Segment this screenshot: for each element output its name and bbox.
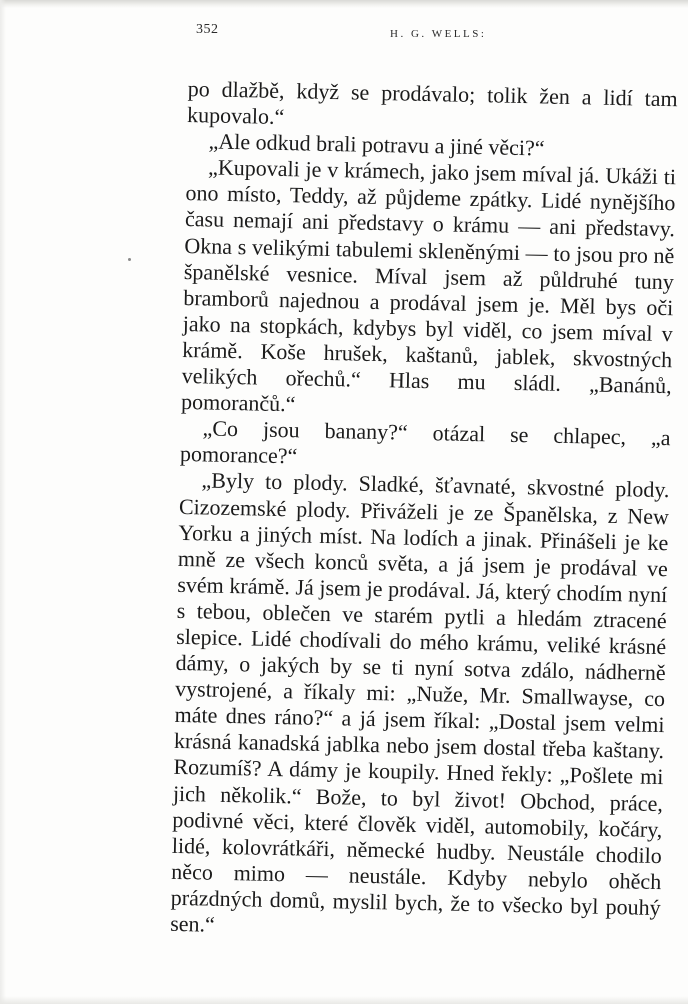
paragraph: „Ale odkud brali potravu a jiné věci?“ [208, 128, 545, 161]
paragraph: „Byly to plody. Sladké, šťavnaté, skvostné plody. Cizozemské plody. Přiváželi je ze Španělska, z New Yorku a jiných míst. Na lodích a jinak. Přinášeli je ke mně ze všech konců světa, a já jsem je prodával ve svém krámě. Já jsem je prodával. Já, který chodím nyní s tebou, oblečen ve starém pytli a hledám ztracené slepice. Lidé chodívali do mého krámu, veliké krásné dámy, o jakých by se ti nyní sotva zdálo, nádherně vystrojené, a říkaly mi: „Nuže, Mr. Smallwayse, co máte dnes ráno?“ a já jsem říkal: „Dostal jsem velmi krásná kanadská jablka nebo jsem dostal třeba kaštany. Rozumíš? A dámy je koupily. Hned řekly: „Pošlete mi jich několik.“ Bože, to byl život! Obchod, práce, podivné věci, které člověk viděl, automobily, kočáry, lidé, kolovrátkáři, německé hudby. Neustále chodilo něco mimo — neustále. Kdyby nebylo ohěch prázdných domů, myslil bych, že to všecko byl pouhý sen.“ [169, 467, 670, 937]
page-bottom-edge [0, 996, 688, 1004]
page-header [196, 22, 496, 46]
page-left-edge [0, 0, 6, 1004]
page-top-shadow [0, 0, 688, 8]
paragraph: „Co jsou banany?“ otázal se chlapec, „a pomorance?“ [179, 415, 671, 469]
running-head: H. G. WELLS: [390, 28, 487, 40]
paragraph: „Kupovali je v krámech, jako jsem míval já. Ukáži ti ono místo, Teddy, až půjdeme zpátky. Lidé nynějšího času nemají ani představy o krámu — ani představy. Okna s velikými tabulemi skleněnými — to jsou pro ně španělské vesnice. Míval jsem až půldruhé tuny bramborů najednou a prodával jsem je. Měl bys oči jako na stopkách, kdybys byl viděl, co jsem míval v krámě. Koše hrušek, kaštanů, jablek, skvostných velikých ořechů.“ Hlas mu sládl. „Banánů, pomorančů.“ [180, 154, 677, 417]
paper-speck [128, 258, 131, 261]
paragraph: po dlažbě, když se prodávalo; tolik žen a lidí tam kupovalo.“ [186, 76, 678, 130]
body-text [170, 76, 678, 947]
page-number: 352 [196, 22, 219, 37]
